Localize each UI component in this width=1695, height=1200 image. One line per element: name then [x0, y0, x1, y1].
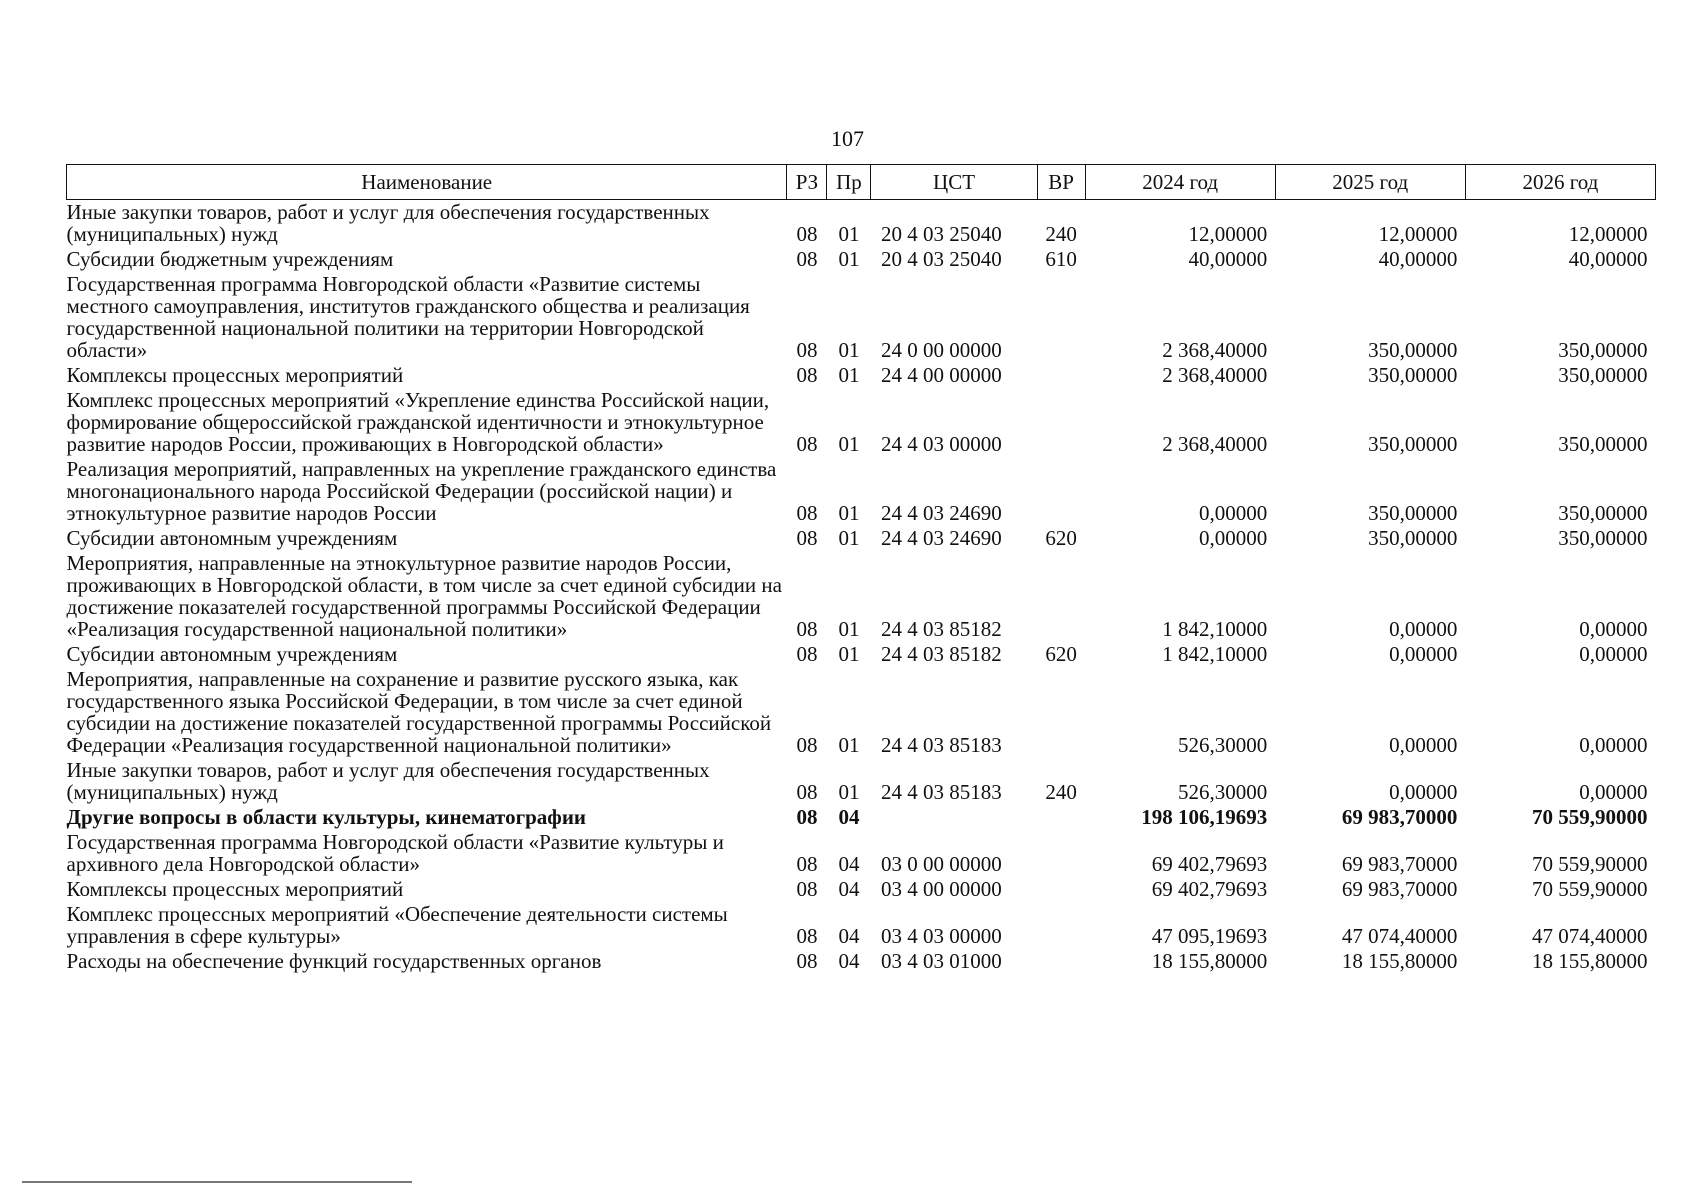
- cell-vr: 620: [1045, 642, 1077, 666]
- cell-rz: 08: [796, 501, 818, 525]
- cell-2026: 70 559,90000: [1532, 852, 1648, 876]
- cell-name: Расходы на обеспечение функций государственных органов: [66, 949, 602, 973]
- table-row: [67, 642, 1656, 667]
- cell-pr: 01: [838, 363, 860, 387]
- cell-cst: 03 4 03 00000: [880, 924, 1002, 948]
- cell-rz: 08: [796, 877, 818, 901]
- cell-vr: [1037, 667, 1085, 758]
- cell-pr: 01: [838, 642, 860, 666]
- cell-pr: 01: [838, 501, 860, 525]
- cell-pr: 04: [838, 877, 860, 901]
- cell-pr: 01: [838, 222, 860, 246]
- cell-2024: 2 368,40000: [1162, 338, 1268, 362]
- cell-cst: 24 4 03 00000: [880, 432, 1002, 456]
- cell-vr: [1037, 551, 1085, 642]
- header-name: Наименование: [67, 165, 787, 200]
- cell-pr: 04: [838, 924, 860, 948]
- cell-2024: 47 095,19693: [1151, 924, 1268, 948]
- table-row: [67, 457, 1656, 526]
- cell-2026: 350,00000: [1558, 526, 1648, 550]
- cell-cst: 24 4 00 00000: [880, 363, 1002, 387]
- table-row: [67, 877, 1656, 902]
- cell-name: Комплексы процессных мероприятий: [66, 363, 404, 387]
- cell-2025: 350,00000: [1368, 338, 1458, 362]
- header-2025: 2025 год: [1275, 165, 1465, 200]
- header-2026: 2026 год: [1465, 165, 1655, 200]
- cell-2025: 69 983,70000: [1341, 877, 1458, 901]
- cell-2026: 40,00000: [1568, 247, 1648, 271]
- cell-rz: 08: [796, 363, 818, 387]
- cell-cst: 24 4 03 24690: [880, 526, 1002, 550]
- cell-2026: 12,00000: [1568, 222, 1648, 246]
- cell-2024: 18 155,80000: [1151, 949, 1268, 973]
- cell-2025: 350,00000: [1368, 526, 1458, 550]
- cell-name: Иные закупки товаров, работ и услуг для обеспечения государственных (муниципальных) нужд: [66, 200, 710, 246]
- cell-name: Государственная программа Новгородской области «Развитие системы местного самоуправления, институтов гражданского общества и реализация государственной национальной политики на территории Новгородской области»: [66, 272, 750, 362]
- cell-rz: 08: [796, 432, 818, 456]
- cell-2024: 69 402,79693: [1151, 852, 1268, 876]
- table-row: [67, 363, 1656, 388]
- cell-cst: 03 4 03 01000: [880, 949, 1002, 973]
- cell-2025: 0,00000: [1389, 733, 1458, 757]
- cell-2025: 350,00000: [1368, 363, 1458, 387]
- cell-2026: 70 559,90000: [1532, 877, 1648, 901]
- cell-2025: 350,00000: [1368, 501, 1458, 525]
- cell-2024: 526,30000: [1177, 780, 1268, 804]
- cell-name: Субсидии автономным учреждениям: [66, 526, 398, 550]
- table-row: [67, 272, 1656, 363]
- cell-name: Комплексы процессных мероприятий: [66, 877, 404, 901]
- budget-table: [66, 164, 1656, 974]
- cell-rz: 08: [796, 852, 818, 876]
- table-row: [67, 902, 1656, 949]
- cell-2026: 70 559,90000: [1532, 805, 1648, 829]
- cell-2024: 2 368,40000: [1162, 432, 1268, 456]
- table-header-row: [67, 165, 1656, 200]
- cell-vr: [1037, 830, 1085, 877]
- cell-vr: [1037, 877, 1085, 902]
- cell-2026: 350,00000: [1558, 501, 1648, 525]
- cell-2025: 47 074,40000: [1341, 924, 1458, 948]
- cell-2024: 0,00000: [1198, 526, 1268, 550]
- cell-pr: 04: [838, 949, 860, 973]
- cell-name: Государственная программа Новгородской области «Развитие культуры и архивного дела Новгородской области»: [66, 830, 724, 876]
- cell-2026: 0,00000: [1579, 642, 1648, 666]
- cell-vr: [1037, 272, 1085, 363]
- cell-2026: 0,00000: [1579, 617, 1648, 641]
- header-vr: ВР: [1037, 165, 1085, 200]
- cell-pr: 01: [838, 617, 860, 641]
- cell-2026: 0,00000: [1579, 780, 1648, 804]
- cell-cst: 24 4 03 85182: [880, 642, 1002, 666]
- header-pr: Пр: [827, 165, 871, 200]
- cell-name: Иные закупки товаров, работ и услуг для обеспечения государственных (муниципальных) нужд: [66, 758, 710, 804]
- cell-cst: 24 4 03 85182: [880, 617, 1002, 641]
- cell-name: Реализация мероприятий, направленных на укрепление гражданского единства многонационального народа Российской Федерации (российской нации) и этнокультурное развитие народов России: [66, 457, 777, 525]
- cell-rz: 08: [796, 805, 818, 829]
- cell-pr: 01: [838, 432, 860, 456]
- table-row: [67, 667, 1656, 758]
- cell-2024: 40,00000: [1188, 247, 1268, 271]
- cell-cst: 20 4 03 25040: [880, 222, 1002, 246]
- cell-vr: 240: [1045, 780, 1077, 804]
- page-number: 107: [831, 126, 864, 151]
- cell-vr: [1037, 949, 1085, 974]
- cell-rz: 08: [796, 642, 818, 666]
- table-row: [67, 949, 1656, 974]
- cell-pr: 01: [838, 780, 860, 804]
- cell-2025: 0,00000: [1389, 642, 1458, 666]
- header-rz: РЗ: [787, 165, 827, 200]
- table-row: [67, 200, 1656, 248]
- cell-cst: 03 4 00 00000: [880, 877, 1002, 901]
- cell-vr: [1037, 805, 1085, 830]
- cell-pr: 04: [838, 852, 860, 876]
- cell-2024: 69 402,79693: [1151, 877, 1268, 901]
- cell-2024: 1 842,10000: [1162, 642, 1268, 666]
- cell-2024: 198 106,19693: [1141, 805, 1268, 829]
- cell-name: Субсидии автономным учреждениям: [66, 642, 398, 666]
- cell-vr: [1037, 363, 1085, 388]
- table-row: [67, 758, 1656, 805]
- table-row: [67, 805, 1656, 830]
- table-row: [67, 388, 1656, 457]
- cell-rz: 08: [796, 222, 818, 246]
- cell-pr: 04: [838, 805, 860, 829]
- cell-vr: 240: [1045, 222, 1077, 246]
- cell-vr: 620: [1045, 526, 1077, 550]
- table-body: [67, 200, 1656, 975]
- cell-2025: 18 155,80000: [1341, 949, 1458, 973]
- cell-2026: 350,00000: [1558, 363, 1648, 387]
- cell-rz: 08: [796, 247, 818, 271]
- table-row: [67, 247, 1656, 272]
- header-2024: 2024 год: [1085, 165, 1275, 200]
- cell-rz: 08: [796, 617, 818, 641]
- cell-cst: 20 4 03 25040: [880, 247, 1002, 271]
- cell-2025: 12,00000: [1378, 222, 1458, 246]
- cell-2026: 18 155,80000: [1532, 949, 1648, 973]
- cell-name: Комплекс процессных мероприятий «Обеспечение деятельности системы управления в сфере культуры»: [66, 902, 728, 948]
- cell-vr: 610: [1045, 247, 1077, 271]
- table-row: [67, 551, 1656, 642]
- cell-vr: [1037, 902, 1085, 949]
- cell-2024: 1 842,10000: [1162, 617, 1268, 641]
- cell-2026: 47 074,40000: [1532, 924, 1648, 948]
- cell-name: Мероприятия, направленные на этнокультурное развитие народов России, проживающих в Новгородской области, в том числе за счет единой субсидии на достижение показателей государственной программы Российской Федерации «Реализация государственной национальной политики»: [66, 551, 782, 641]
- cell-2025: 0,00000: [1389, 617, 1458, 641]
- budget-table-container: [66, 164, 1656, 974]
- cell-2025: 69 983,70000: [1341, 852, 1458, 876]
- cell-cst: 24 4 03 24690: [880, 501, 1002, 525]
- cell-2024: 526,30000: [1177, 733, 1268, 757]
- cell-name: Другие вопросы в области культуры, кинематографии: [66, 805, 587, 829]
- cell-rz: 08: [796, 733, 818, 757]
- cell-rz: 08: [796, 338, 818, 362]
- cell-2024: 0,00000: [1198, 501, 1268, 525]
- cell-2025: 350,00000: [1368, 432, 1458, 456]
- cell-rz: 08: [796, 526, 818, 550]
- cell-2025: 0,00000: [1389, 780, 1458, 804]
- cell-name: Субсидии бюджетным учреждениям: [66, 247, 394, 271]
- cell-2024: 2 368,40000: [1162, 363, 1268, 387]
- table-row: [67, 830, 1656, 877]
- cell-pr: 01: [838, 526, 860, 550]
- cell-2025: 69 983,70000: [1341, 805, 1458, 829]
- cell-2026: 0,00000: [1579, 733, 1648, 757]
- cell-2024: 12,00000: [1188, 222, 1268, 246]
- cell-vr: [1037, 388, 1085, 457]
- cell-vr: [1037, 457, 1085, 526]
- cell-rz: 08: [796, 780, 818, 804]
- cell-cst: 24 0 00 00000: [880, 338, 1002, 362]
- cell-pr: 01: [838, 247, 860, 271]
- cell-pr: 01: [838, 338, 860, 362]
- header-cst: ЦСТ: [871, 165, 1037, 200]
- cell-cst: 03 0 00 00000: [880, 852, 1002, 876]
- cell-cst: 24 4 03 85183: [880, 780, 1002, 804]
- cell-rz: 08: [796, 924, 818, 948]
- cell-name: Комплекс процессных мероприятий «Укрепление единства Российской нации, формирование общероссийской гражданской идентичности и этнокультурное развитие народов России, проживающих в Новгородской области»: [66, 388, 770, 456]
- cell-rz: 08: [796, 949, 818, 973]
- cell-cst: [871, 805, 1037, 830]
- cell-2025: 40,00000: [1378, 247, 1458, 271]
- cell-cst: 24 4 03 85183: [880, 733, 1002, 757]
- cell-pr: 01: [838, 733, 860, 757]
- cell-name: Мероприятия, направленные на сохранение и развитие русского языка, как государственного языка Российской Федерации, в том числе за счет единой субсидии на достижение показателей государственной программы Российской Федерации «Реализация государственной национальной политики»: [66, 667, 772, 757]
- table-row: [67, 526, 1656, 551]
- footer-rule: [22, 1181, 412, 1183]
- cell-2026: 350,00000: [1558, 432, 1648, 456]
- cell-2026: 350,00000: [1558, 338, 1648, 362]
